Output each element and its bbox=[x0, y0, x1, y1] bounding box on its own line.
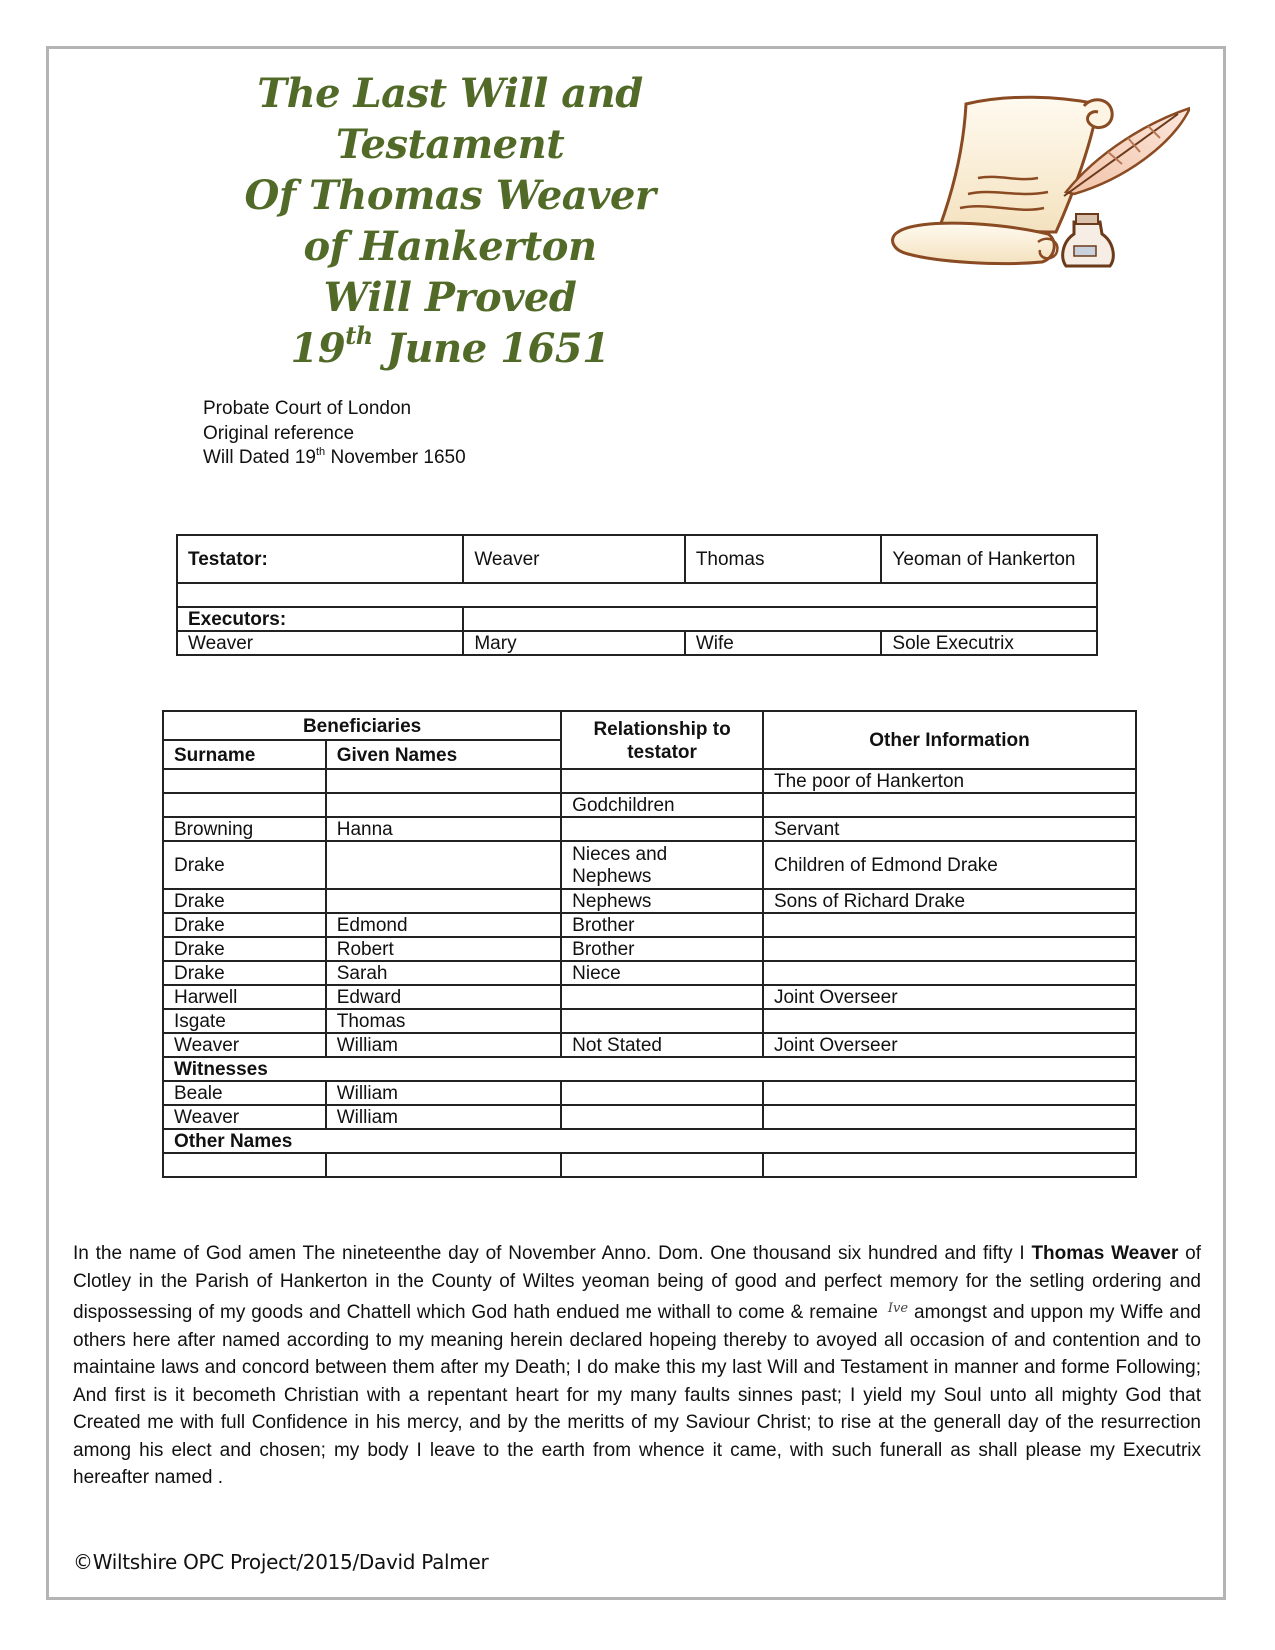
testator-description: Yeoman of Hankerton bbox=[881, 535, 1097, 583]
testator-name-bold: Thomas Weaver bbox=[1031, 1243, 1179, 1264]
given-names-header: Given Names bbox=[326, 740, 561, 769]
title-line-1: The Last Will and Testament bbox=[257, 70, 643, 168]
table-row: Drake Nephews Sons of Richard Drake bbox=[163, 889, 1136, 913]
title-line-3: of Hankerton bbox=[303, 223, 597, 270]
other-names-label: Other Names bbox=[163, 1129, 1136, 1153]
beneficiaries-table bbox=[162, 710, 1137, 1178]
table-row: The poor of Hankerton bbox=[163, 769, 1136, 793]
probate-info bbox=[203, 397, 466, 471]
executor-row bbox=[177, 631, 1097, 655]
title-line-2: Of Thomas Weaver bbox=[244, 172, 656, 219]
will-dated: Will Dated 19th November 1650 bbox=[203, 446, 466, 468]
document-title bbox=[150, 68, 750, 374]
witnesses-label: Witnesses bbox=[163, 1057, 1136, 1081]
beneficiaries-header: Beneficiaries bbox=[163, 711, 561, 740]
spacer-row bbox=[177, 583, 1097, 607]
table-row: Harwell Edward Joint Overseer bbox=[163, 985, 1136, 1009]
testator-given: Thomas bbox=[685, 535, 882, 583]
copyright-footer: ©Wiltshire OPC Project/2015/David Palmer bbox=[73, 1550, 489, 1574]
executors-header-row bbox=[177, 607, 1097, 631]
other-name-row bbox=[163, 1153, 1136, 1177]
table-row: Godchildren bbox=[163, 793, 1136, 817]
table-row: Drake Sarah Niece bbox=[163, 961, 1136, 985]
surname-header: Surname bbox=[163, 740, 326, 769]
testator-surname: Weaver bbox=[463, 535, 684, 583]
other-info-header: Other Information bbox=[763, 711, 1136, 769]
other-names-section-row bbox=[163, 1129, 1136, 1153]
testator-label: Testator: bbox=[177, 535, 463, 583]
witness-row: Weaver William bbox=[163, 1105, 1136, 1129]
handwritten-mark-icon: Ive bbox=[887, 1301, 909, 1316]
table-row: Drake Robert Brother bbox=[163, 937, 1136, 961]
executor-surname: Weaver bbox=[177, 631, 463, 655]
table-row: Browning Hanna Servant bbox=[163, 817, 1136, 841]
testator-row bbox=[177, 535, 1097, 583]
testator-table bbox=[176, 534, 1098, 656]
table-row: Drake Nieces and Nephews Children of Edmond Drake bbox=[163, 841, 1136, 889]
executor-role: Sole Executrix bbox=[881, 631, 1097, 655]
title-line-4: Will Proved bbox=[323, 274, 577, 321]
executor-relationship: Wife bbox=[685, 631, 882, 655]
table-row: Weaver William Not Stated Joint Overseer bbox=[163, 1033, 1136, 1057]
will-transcript: In the name of God amen The nineteenthe day of November Anno. Dom. One thousand six hundred and fifty I Thomas Weaver of Clotley in the Parish of Hankerton in the County of Wiltes yeoman being of good and perfect memory for the setling ordering and dispossessing of my goods and Chattell which God hath endued me withall to come & remaine Ive amongst and uppon my Wiffe and others here after named according to my meaning herein declared hopeing thereby to avoyed all occasion of and contention and to maintaine laws and concord between them after my Death; I do make this my last Will and Testament in manner and forme Following; And first is it becometh Christian with a repentant heart for my many faults sinnes past; I yield my Soul unto all mighty God that Created me with full Confidence in his mercy, and by the meritts of my Saviour Christ; to rise at the generall day of the resurrection among his elect and chosen; my body I leave to the earth from whence it came, with such funerall as shall please my Executrix hereafter named . bbox=[73, 1243, 1202, 1488]
scroll-quill-inkwell-icon bbox=[878, 82, 1190, 274]
executor-given: Mary bbox=[463, 631, 684, 655]
original-reference: Original reference bbox=[203, 422, 355, 444]
table-row: Drake Edmond Brother bbox=[163, 913, 1136, 937]
table-row: Isgate Thomas bbox=[163, 1009, 1136, 1033]
proved-date: 19th June 1651 bbox=[290, 321, 610, 372]
relationship-header: Relationship to testator bbox=[561, 711, 763, 769]
executors-label: Executors: bbox=[177, 607, 463, 631]
beneficiaries-header-row bbox=[163, 711, 1136, 740]
witness-row: Beale William bbox=[163, 1081, 1136, 1105]
probate-court: Probate Court of London bbox=[203, 398, 412, 419]
witnesses-section-row bbox=[163, 1057, 1136, 1081]
